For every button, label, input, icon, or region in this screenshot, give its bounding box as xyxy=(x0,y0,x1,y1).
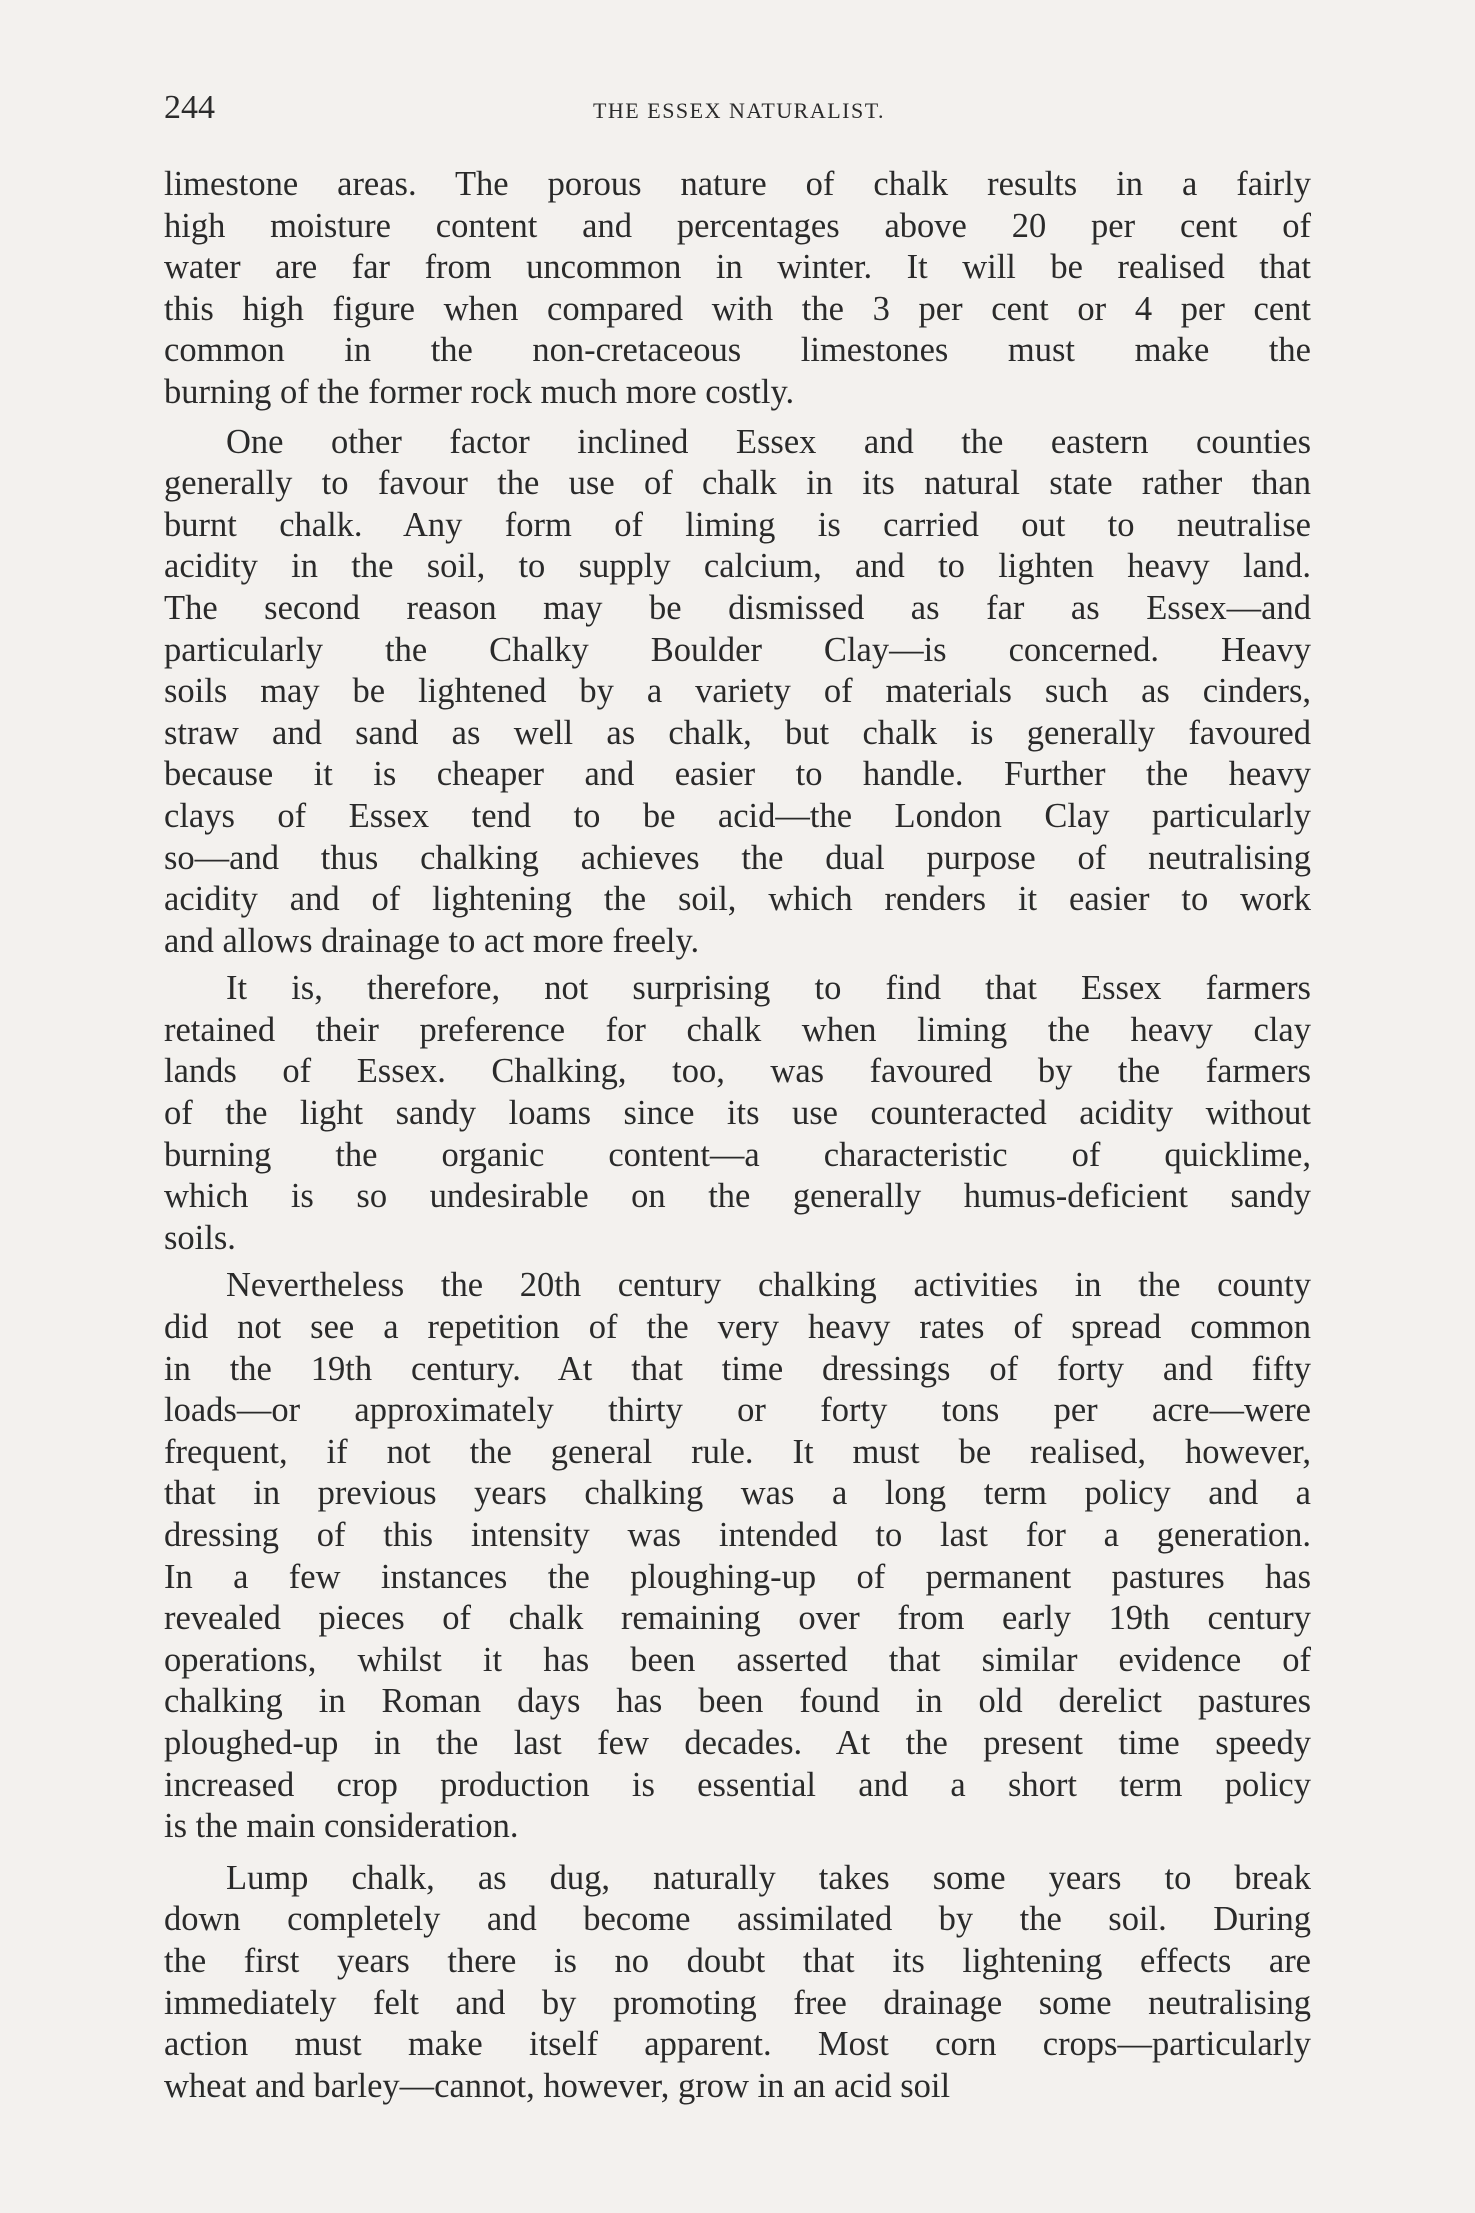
text-line: chalking in Roman days has been found in old derelict pastures xyxy=(164,1682,1311,1721)
text-line: frequent, if not the general rule. It must be realised, however, xyxy=(164,1432,1311,1471)
text-line: which is so undesirable on the generally humus-deficient sandy xyxy=(164,1177,1311,1216)
text-line: Lump chalk, as dug, naturally takes some years to break xyxy=(226,1858,1311,1897)
text-line: In a few instances the ploughing-up of permanent pastures has xyxy=(164,1557,1311,1596)
text-line: straw and sand as well as chalk, but chalk is generally favoured xyxy=(164,713,1311,752)
text-line: action must make itself apparent. Most corn crops—particularly xyxy=(164,2025,1311,2064)
text-line: that in previous years chalking was a long term policy and a xyxy=(164,1474,1311,1513)
text-line: because it is cheaper and easier to handle. Further the heavy xyxy=(164,755,1311,794)
text-line: increased crop production is essential and a short term policy xyxy=(164,1765,1311,1804)
paragraph xyxy=(164,1265,1311,1847)
running-title: THE ESSEX NATURALIST. xyxy=(592,98,886,123)
text-line: burning the organic content—a characteristic of quicklime, xyxy=(164,1135,1311,1174)
text-line: high moisture content and percentages above 20 per cent of xyxy=(164,206,1311,245)
text-line: particularly the Chalky Boulder Clay—is concerned. Heavy xyxy=(164,630,1311,669)
text-line: operations, whilst it has been asserted that similar evidence of xyxy=(164,1640,1311,1679)
paragraph xyxy=(164,1858,1311,2108)
text-line: soils. xyxy=(164,1218,236,1257)
paragraph xyxy=(164,968,1311,1259)
text-line: generally to favour the use of chalk in its natural state rather than xyxy=(164,464,1311,503)
text-line: limestone areas. The porous nature of chalk results in a fairly xyxy=(164,165,1311,203)
text-line: lands of Essex. Chalking, too, was favoured by the farmers xyxy=(164,1052,1311,1091)
text-line: retained their preference for chalk when liming the heavy clay xyxy=(164,1010,1311,1049)
text-line: ploughed-up in the last few decades. At the present time speedy xyxy=(164,1723,1311,1762)
text-line: revealed pieces of chalk remaining over from early 19th century xyxy=(164,1599,1311,1638)
paragraph xyxy=(164,164,1311,414)
text-line: One other factor inclined Essex and the eastern counties xyxy=(226,422,1311,461)
text-line: is the main consideration. xyxy=(164,1807,519,1846)
text-line: and allows drainage to act more freely. xyxy=(164,921,700,960)
page-number: 244 xyxy=(164,89,215,126)
text-line: immediately felt and by promoting free drainage some neutralising xyxy=(164,1983,1311,2022)
text-line: did not see a repetition of the very heavy rates of spread common xyxy=(164,1308,1311,1347)
text-line: water are far from uncommon in winter. It will be realised that xyxy=(164,248,1311,287)
text-line: this high figure when compared with the 3 per cent or 4 per cent xyxy=(164,289,1311,328)
text-line: acidity and of lightening the soil, which renders it easier to work xyxy=(164,880,1311,919)
text-line: soils may be lightened by a variety of materials such as cinders, xyxy=(164,672,1311,711)
text-line: so—and thus chalking achieves the dual purpose of neutralising xyxy=(164,838,1311,877)
text-line: dressing of this intensity was intended to last for a generation. xyxy=(164,1516,1311,1554)
text-line: It is, therefore, not surprising to find that Essex farmers xyxy=(226,969,1311,1008)
text-line: the first years there is no doubt that its lightening effects are xyxy=(164,1941,1311,1980)
text-line: of the light sandy loams since its use counteracted acidity without xyxy=(164,1094,1311,1133)
text-line: clays of Essex tend to be acid—the London Clay particularly xyxy=(164,796,1311,835)
body-text xyxy=(164,164,1311,2107)
text-line: common in the non-cretaceous limestones must make the xyxy=(164,331,1311,370)
text-line: burning of the former rock much more costly. xyxy=(164,372,795,411)
text-line: loads—or approximately thirty or forty tons per acre—were xyxy=(164,1391,1311,1430)
text-line: in the 19th century. At that time dressings of forty and fifty xyxy=(164,1349,1311,1388)
text-line: down completely and become assimilated by the soil. During xyxy=(164,1900,1311,1939)
text-line: wheat and barley—cannot, however, grow in an acid soil xyxy=(164,2066,951,2105)
text-line: acidity in the soil, to supply calcium, and to lighten heavy land. xyxy=(164,547,1311,586)
text-line: burnt chalk. Any form of liming is carried out to neutralise xyxy=(164,505,1311,544)
text-line: The second reason may be dismissed as far as Essex—and xyxy=(164,588,1311,627)
text-line: Nevertheless the 20th century chalking activities in the county xyxy=(226,1266,1311,1305)
page-header xyxy=(164,88,1314,138)
paragraph xyxy=(164,422,1311,963)
